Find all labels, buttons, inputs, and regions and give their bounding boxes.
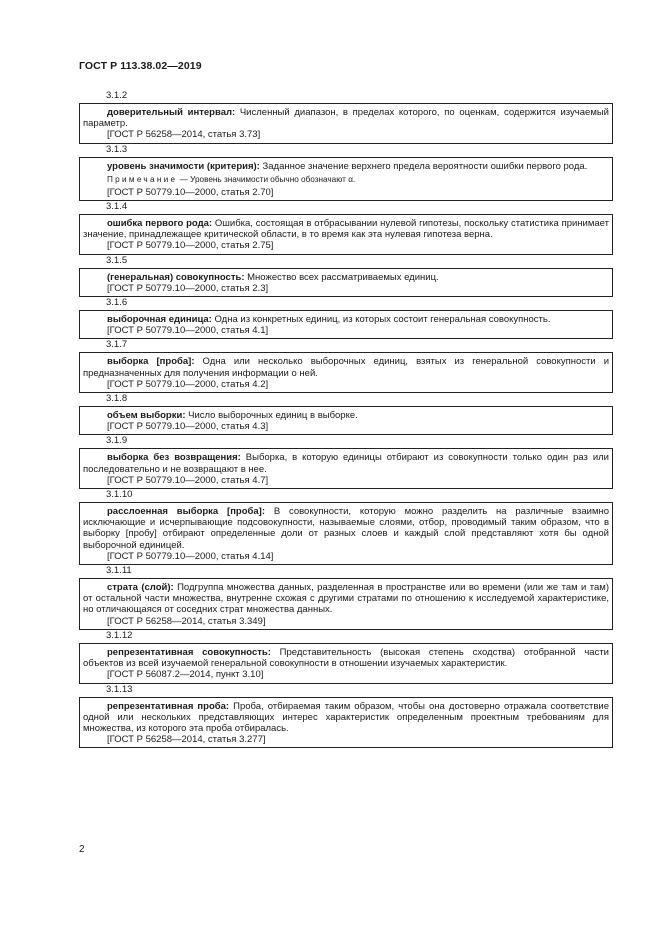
definition-source: [ГОСТ Р 50779.10—2000, статья 2.70] <box>107 186 274 198</box>
definition-box <box>79 406 613 435</box>
definition-text <box>83 647 609 669</box>
page-number: 2 <box>79 844 85 855</box>
definition-term: репрезентативная проба: <box>107 700 230 712</box>
clause-number: 3.1.2 <box>106 90 128 101</box>
definition-note <box>83 174 609 185</box>
definition-body: В совокупности, которую можно разделить на различные взаимно исключающие и исчерпывающие подсовокупности, называемые слоями, отбор, проводимый таким образом, что в выборку [пробу] отбирают определенные доли от разных слоев и каждый слой представляют хотя бы одной выборочной единицей. <box>83 506 609 551</box>
definition-source: [ГОСТ Р 50779.10—2000, статья 4.3] <box>107 421 269 433</box>
definition-text <box>83 314 609 325</box>
clause-number: 3.1.10 <box>106 489 133 501</box>
definition-box <box>79 502 613 565</box>
clause-number: 3.1.6 <box>106 297 128 309</box>
definition-body: Одна или несколько выборочных единиц, взятых из генеральной совокупности и предназначенных для получения информации о ней. <box>83 356 610 379</box>
clause-number: 3.1.13 <box>106 683 133 695</box>
note-label: Примечание <box>107 174 178 184</box>
definition-source: [ГОСТ Р 50779.10—2000, статья 2.75] <box>107 240 274 252</box>
definition-box <box>79 578 613 630</box>
definition-text <box>83 701 609 735</box>
clause-number: 3.1.8 <box>106 393 128 405</box>
definition-box <box>79 157 613 201</box>
definition-term: уровень значимости (критерия): <box>107 160 260 172</box>
definition-body: Подгруппа множества данных, разделенная в пространстве или во времени (или же там и там) от остальной части множества, внутренне схожая с другими стратами по отношению к исследуемой характеристике, но отличающаяся от соседних страт множества данных. <box>83 582 609 616</box>
clause-number: 3.1.4 <box>106 201 128 213</box>
definition-box <box>79 310 613 339</box>
definition-source: [ГОСТ Р 50779.10—2000, статья 4.2] <box>107 378 269 390</box>
clause-number: 3.1.11 <box>106 565 132 577</box>
definition-term: репрезентативная совокупность: <box>107 646 271 658</box>
definition-box <box>79 103 613 144</box>
definition-source: [ГОСТ Р 56087.2—2014, пункт 3.10] <box>107 669 264 681</box>
definition-source: [ГОСТ Р 50779.10—2000, статья 2.3] <box>107 282 269 294</box>
definition-box <box>79 268 613 297</box>
clause-number: 3.1.12 <box>106 629 133 641</box>
definition-body: Число выборочных единиц в выборке. <box>185 410 358 422</box>
definition-source: [ГОСТ Р 50779.10—2000, статья 4.14] <box>107 550 274 562</box>
definition-body: Выборка, в которую единицы отбирают из совокупности только один раз или последовательно и не возвращают в нее. <box>83 452 609 475</box>
definition-text <box>83 272 609 283</box>
definitions-list <box>79 90 613 748</box>
definition-body: Заданное значение верхнего предела вероятности ошибки первого рода. <box>259 160 588 172</box>
definition-text <box>83 452 609 474</box>
definition-body: Численный диапазон, в пределах которого, по оценкам, содержится изучаемый параметр. <box>83 107 609 130</box>
definition-box <box>79 214 613 255</box>
definition-source: [ГОСТ Р 50779.10—2000, статья 4.1] <box>107 325 269 337</box>
document-header: ГОСТ Р 113.38.02—2019 <box>79 60 202 72</box>
definition-term: объем выборки: <box>107 410 186 422</box>
definition-term: доверительный интервал: <box>107 107 236 118</box>
definition-box <box>79 448 613 489</box>
definition-term: выборочная единица: <box>107 314 212 326</box>
definition-source: [ГОСТ Р 56258—2014, статья 3.277] <box>107 734 266 746</box>
definition-box <box>79 643 613 684</box>
definition-text <box>83 161 609 172</box>
definition-text <box>83 356 609 378</box>
definition-box <box>79 697 613 749</box>
definition-term: выборка без возвращения: <box>107 452 241 464</box>
definition-source: [ГОСТ Р 56258—2014, статья 3.73] <box>107 129 261 141</box>
definition-source: [ГОСТ Р 56258—2014, статья 3.349] <box>107 615 266 627</box>
definition-body: Представительность (высокая степень сходства) отобранной части объектов из всей изучаемой генеральной совокупности в отношении изучаемых характеристик. <box>83 646 609 670</box>
note-text: — Уровень значимости обычно обозначают α. <box>177 174 356 184</box>
definition-source: [ГОСТ Р 50779.10—2000, статья 4.7] <box>107 474 269 486</box>
definition-body: Ошибка, состоящая в отбрасывании нулевой гипотезы, поскольку статистика принимает значение, принадлежащее критической области, в то время как эта нулевая гипотеза верна. <box>83 218 609 241</box>
definition-term: расслоенная выборка [проба]: <box>107 506 266 518</box>
definition-term: выборка [проба]: <box>107 356 195 368</box>
definition-text <box>83 410 609 421</box>
definition-body: Проба, отбираемая таким образом, чтобы она достоверно отражала соответствие одной или нескольких представляющих интерес характеристик определенным проектным требованиям для множества, из которого эта проба отбиралась. <box>83 700 609 734</box>
definition-body: Множество всех рассматриваемых единиц. <box>244 271 439 283</box>
definition-box <box>79 352 613 393</box>
clause-number: 3.1.9 <box>106 435 128 447</box>
definition-body: Одна из конкретных единиц, из которых состоит генеральная совокупность. <box>211 314 551 326</box>
clause-number: 3.1.7 <box>106 339 128 351</box>
definition-term: (генеральная) совокупность: <box>107 271 245 283</box>
definition-term: страта (слой): <box>107 582 174 594</box>
clause-number: 3.1.5 <box>106 254 128 266</box>
definition-text <box>83 506 609 551</box>
definition-text <box>83 107 609 129</box>
definition-text <box>83 218 609 240</box>
definition-term: ошибка первого рода: <box>107 218 213 230</box>
definition-text <box>83 582 609 616</box>
clause-number: 3.1.3 <box>106 143 128 155</box>
